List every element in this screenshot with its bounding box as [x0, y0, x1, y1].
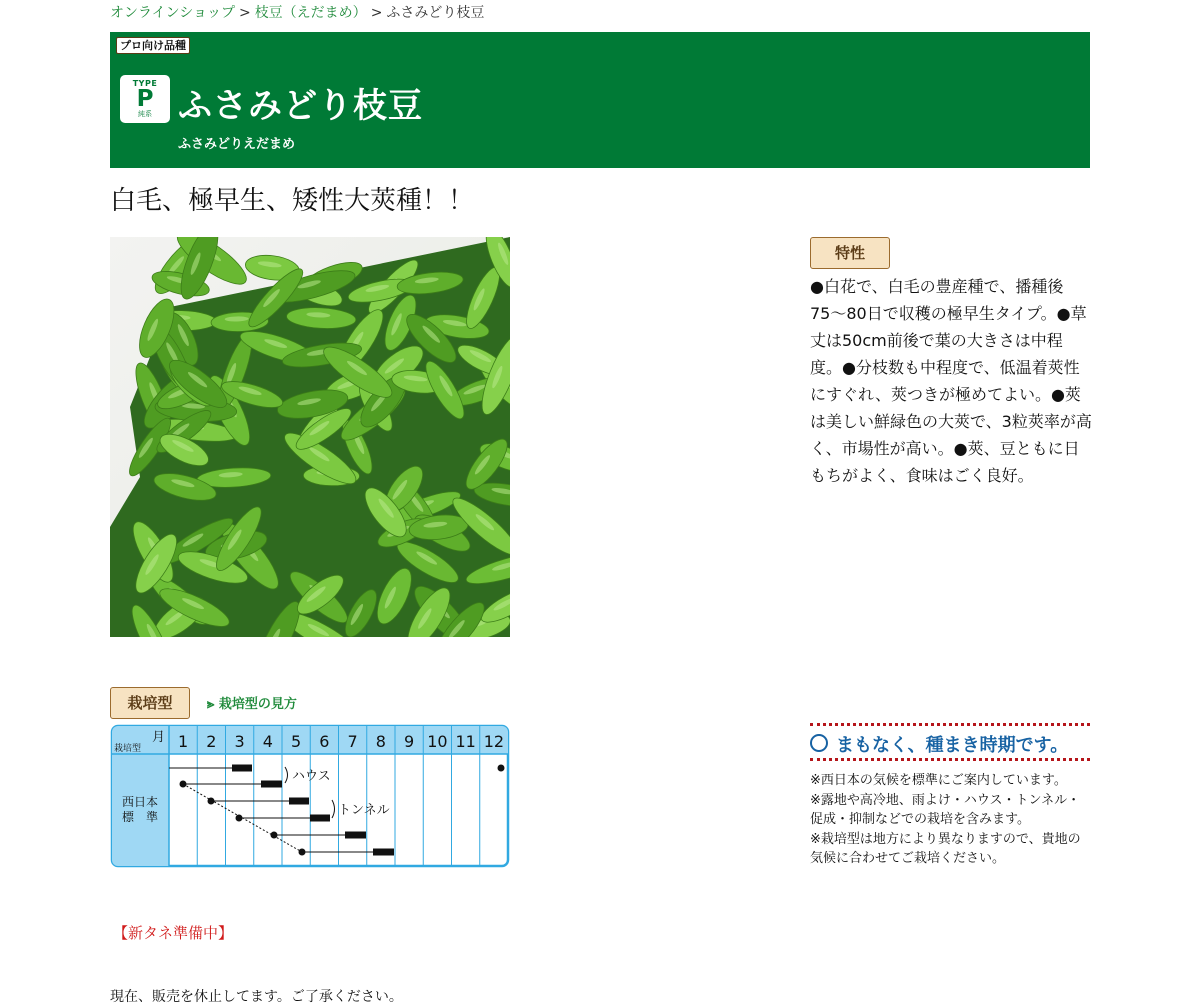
cultivation-howto-label: 栽培型の見方: [218, 697, 297, 712]
sales-status: 現在、販売を休止してます。ご了承ください。: [110, 989, 403, 1005]
calendar-region-line2: 標 準: [121, 810, 159, 824]
sowing-soon-text: まもなく、種まき時期です。: [836, 735, 1069, 756]
type-p-badge: [120, 75, 170, 123]
note-2: ※露地や高冷地、雨よけ・ハウス・トンネル・促成・抑制などでの栽培を含みます。: [810, 792, 1081, 827]
type-badge-letter: P: [136, 86, 154, 112]
product-name: ふさみどり枝豆: [178, 86, 423, 126]
calendar-region-line1: 西日本: [121, 795, 159, 809]
calendar-month-8: 8: [375, 732, 386, 751]
product-kana: ふさみどりえだまめ: [178, 137, 296, 152]
cultivation-calendar: [110, 724, 510, 868]
type-badge-bottom: 純系: [138, 110, 152, 118]
breadcrumb: [110, 2, 484, 22]
breadcrumb-edamame-link[interactable]: 枝豆（えだまめ）: [254, 5, 367, 21]
calendar-month-9: 9: [404, 732, 415, 751]
cultivation-type-tag: 栽培型: [110, 687, 190, 719]
breadcrumb-online-shop-link[interactable]: オンラインショップ: [110, 5, 235, 21]
circle-icon: [810, 734, 828, 752]
note-3: ※栽培型は地方により異なりますので、貴地の気候に合わせてご栽培ください。: [810, 831, 1081, 866]
calendar-month-10: 10: [427, 732, 448, 751]
cultivation-howto-link[interactable]: [207, 693, 297, 712]
pro-variety-badge: プロ向け品種: [116, 37, 190, 54]
type-badge-top: TYPE: [132, 79, 158, 88]
product-headline: 白毛、極早生、矮性大莢種！！: [110, 186, 475, 216]
calendar-type-label: 栽培型: [114, 744, 142, 754]
breadcrumb-separator: >: [370, 5, 383, 21]
calendar-month-6: 6: [319, 732, 330, 751]
annotation-house: ハウス: [292, 769, 331, 784]
features-tag: 特性: [810, 237, 890, 269]
arrow-icon: ⪢: [207, 697, 219, 712]
sowing-soon-banner: [810, 723, 1090, 761]
breadcrumb-current: ふさみどり枝豆: [386, 5, 485, 21]
calendar-month-7: 7: [347, 732, 358, 751]
note-1: ※西日本の気候を標準にご案内しています。: [810, 773, 1067, 788]
calendar-month-2: 2: [206, 732, 217, 751]
product-photo: [110, 237, 510, 637]
calendar-dec-sowing-dot: [498, 765, 505, 772]
calendar-notes: [810, 771, 1092, 869]
calendar-month-label: 月: [152, 730, 166, 745]
calendar-month-4: 4: [262, 732, 273, 751]
calendar-month-12: 12: [483, 732, 505, 751]
annotation-tunnel: トンネル: [338, 803, 390, 818]
features-description: ●白花で、白毛の豊産種で、播種後75〜80日で収穫の極早生タイプ。●草丈は50cm前後で葉の大きさは中程度。●分枝数も中程度で、低温着莢性にすぐれ、莢つきが極めてよい。●莢は美しい鮮緑色の大莢で、3粒莢率が高く、市場性が高い。●莢、豆ともに日もちがよく、食味はごく良好。: [810, 277, 1092, 485]
new-seed-notice: 【新タネ準備中】: [113, 924, 234, 942]
calendar-month-5: 5: [291, 732, 302, 751]
calendar-month-11: 11: [455, 732, 476, 751]
calendar-month-3: 3: [234, 732, 245, 751]
breadcrumb-separator: >: [238, 5, 251, 21]
product-banner: [110, 32, 1090, 168]
calendar-month-1: 1: [178, 732, 189, 751]
